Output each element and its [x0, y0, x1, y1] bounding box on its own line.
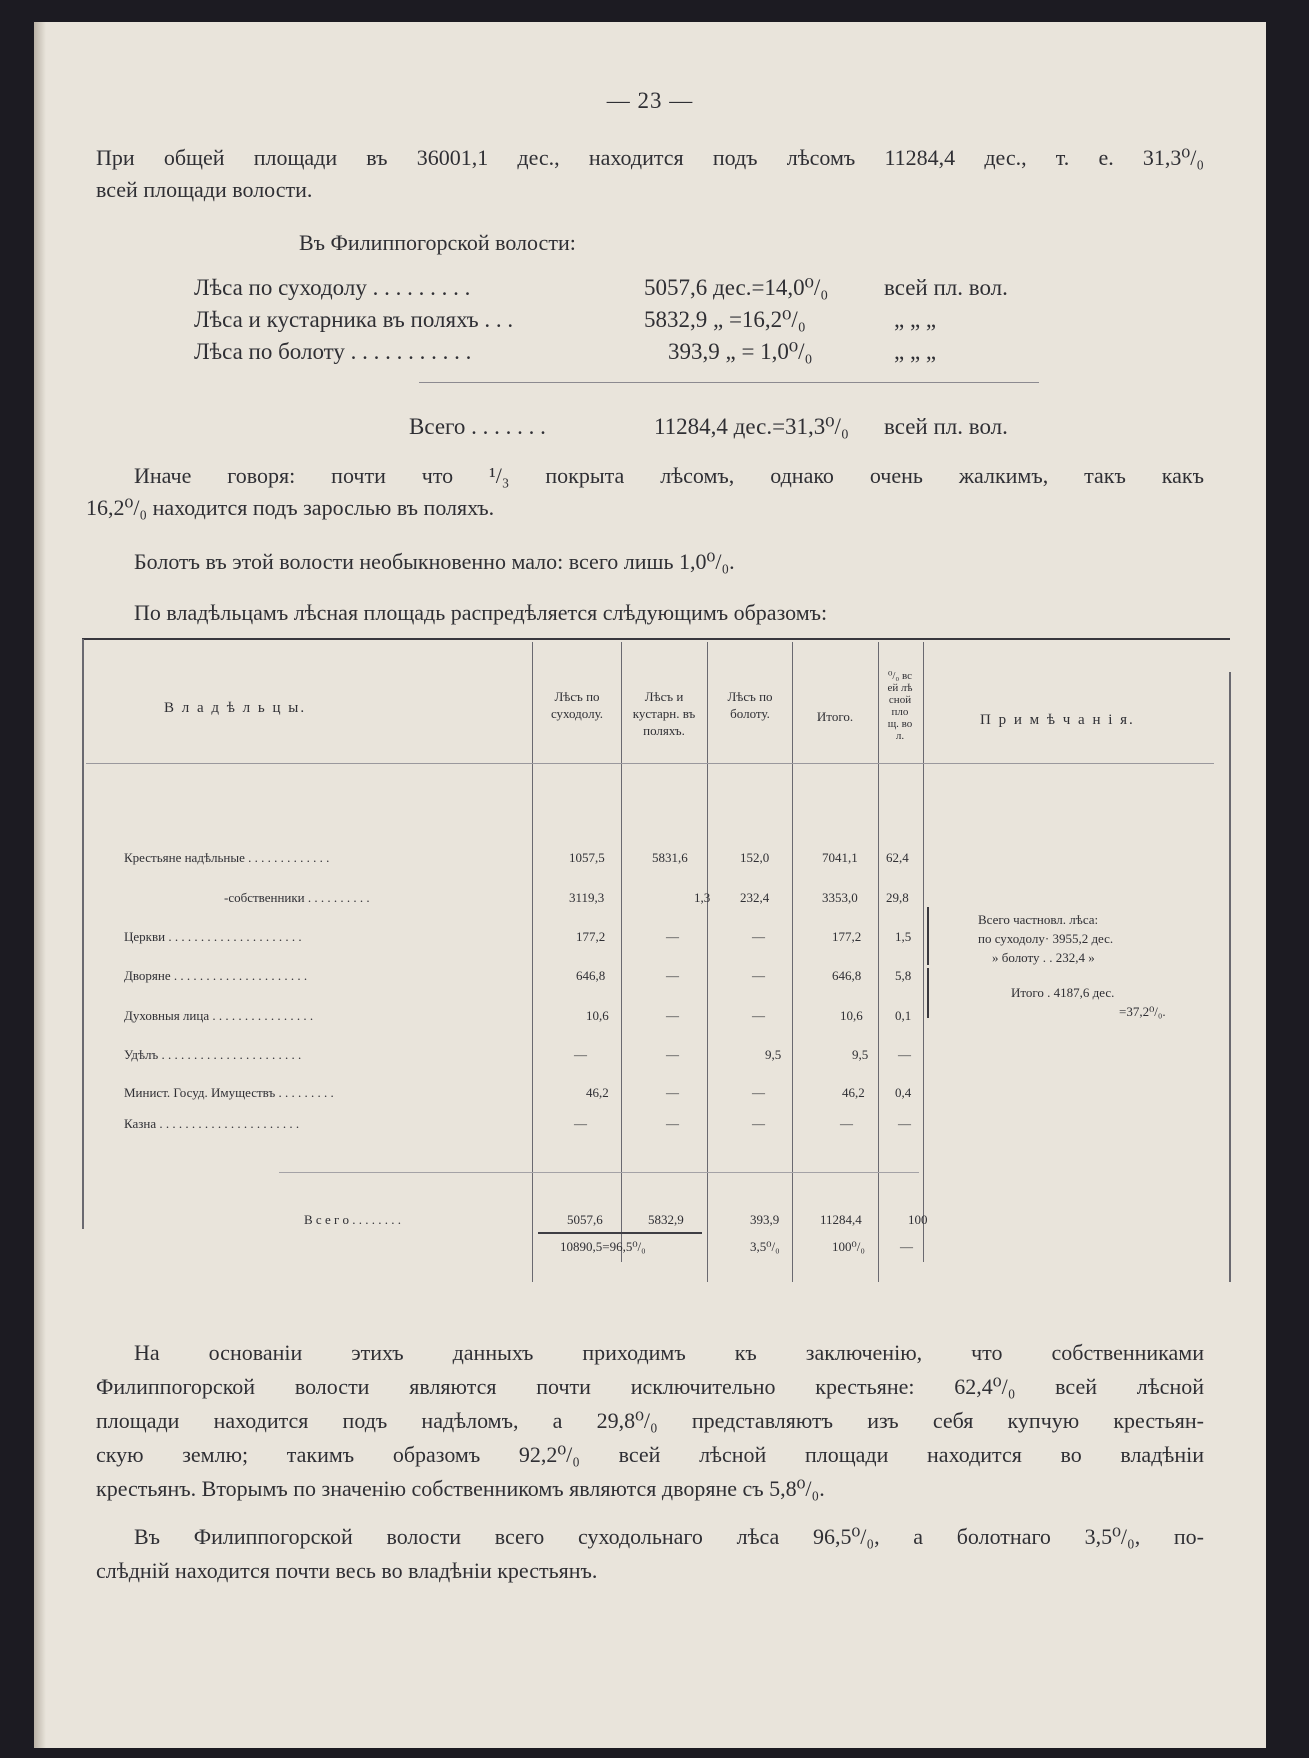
para-owners: По владѣльцамъ лѣсная площадь распредѣляется слѣдующимъ образомъ: — [134, 600, 828, 625]
total-fields: 5832,9 — [648, 1212, 684, 1227]
cell-dry: — — [574, 1047, 587, 1062]
cell-pct: 29,8 — [886, 890, 909, 905]
cell-fields: — — [666, 1116, 679, 1131]
th-swamp: Лѣсъ по болоту. — [727, 689, 773, 721]
total-pct: 100 — [908, 1212, 928, 1227]
intro-line-2: всей площади волости. — [96, 177, 313, 202]
cell-swamp: 232,4 — [740, 890, 770, 905]
row-name: Крестьяне надѣльные . . . . . . . . . . . . . — [124, 850, 330, 865]
table-right-border — [1229, 672, 1231, 1282]
cell-total: 7041,1 — [822, 850, 858, 865]
forest-row-label: Лѣса по болоту . . . . . . . . . . . — [194, 339, 472, 364]
cell-fields: — — [666, 1047, 679, 1062]
cell-pct: 1,5 — [895, 929, 912, 944]
volost-heading: Въ Филиппогорской волости: — [299, 230, 576, 255]
cell-pct: — — [898, 1116, 911, 1131]
row-name: Духовныя лица . . . . . . . . . . . . . . . . — [124, 1008, 314, 1023]
cell-swamp: 152,0 — [740, 850, 770, 865]
cell-swamp: — — [752, 1116, 765, 1131]
total-sum: 11284,4 — [820, 1212, 862, 1227]
cell-pct: — — [898, 1047, 911, 1062]
total-rule — [419, 382, 1039, 383]
page-number: — 23 — — [606, 88, 694, 113]
note-line: » болоту . . 232,4 » — [992, 950, 1095, 965]
cell-total: 10,6 — [840, 1008, 863, 1023]
col-rule — [532, 642, 533, 1282]
total-name: В с е г о . . . . . . . . — [304, 1212, 402, 1227]
combined-rule — [538, 1232, 702, 1234]
table-left-border — [82, 639, 84, 1229]
cell-swamp: 9,5 — [765, 1047, 782, 1062]
total-swamp: 393,9 — [750, 1212, 780, 1227]
forest-row-note: „ „ „ — [894, 339, 937, 364]
cell-dry: 646,8 — [576, 968, 606, 983]
forest-row-value: 393,9 „ = 1,0⁰/₀ — [668, 339, 813, 364]
final-line-2: слѣдній находится почти весь во владѣніи крестьянъ. — [96, 1558, 598, 1583]
th-pct: ⁰/₀ всей лѣсной площ. вол. — [887, 670, 913, 742]
note-bracket — [927, 907, 929, 965]
cell-dry: 177,2 — [576, 929, 606, 944]
forest-row-label: Лѣса и кустарника въ поляхъ . . . — [194, 307, 514, 332]
forest-row-note: „ „ „ — [894, 307, 937, 332]
note-line: =37,2⁰/₀. — [1119, 1004, 1166, 1019]
note-line: Итого . 4187,6 дес. — [1011, 985, 1115, 1000]
conclusion-line-3: площади находится подъ надѣломъ, а 29,8⁰/₀ представляютъ изъ себя купчую крестьян- — [96, 1408, 1204, 1433]
row-name: Церкви . . . . . . . . . . . . . . . . . . . . . — [124, 929, 302, 944]
cell-fields: — — [666, 1085, 679, 1100]
conclusion-line-2: Филиппогорской волости являются почти исключительно крестьяне: 62,4⁰/₀ всей лѣсной — [96, 1374, 1204, 1399]
page-spine-shadow — [34, 22, 46, 1748]
para-swamps: Болотъ въ этой волости необыкновенно мало: всего лишь 1,0⁰/₀. — [134, 549, 735, 574]
row-name: Казна . . . . . . . . . . . . . . . . . . . . . . — [124, 1116, 300, 1131]
total-sum-pct: 100⁰/₀ — [832, 1239, 865, 1254]
cell-swamp: — — [752, 1008, 765, 1023]
th-notes: П р и м ѣ ч а н і я. — [980, 712, 1135, 728]
cell-pct: 5,8 — [895, 968, 912, 983]
total-swamp-pct: 3,5⁰/₀ — [750, 1239, 780, 1254]
cell-fields: 1,3 — [694, 890, 711, 905]
final-line-1: Въ Филиппогорской волости всего суходольнаго лѣса 96,5⁰/₀, а болотнаго 3,5⁰/₀, по- — [134, 1524, 1204, 1549]
total-dry: 5057,6 — [567, 1212, 603, 1227]
intro-line-1: При общей площади въ 36001,1 дес., находится подъ лѣсомъ 11284,4 дес., т. е. 31,3⁰/₀ — [96, 145, 1204, 170]
cell-total: 177,2 — [832, 929, 862, 944]
forest-total-value: 11284,4 дес.=31,3⁰/₀ — [654, 414, 849, 439]
cell-dry: 46,2 — [586, 1085, 609, 1100]
para-otherwise-line-1: Иначе говоря: почти что ¹/₃ покрыта лѣсомъ, однако очень жалкимъ, такъ какъ — [134, 463, 1204, 488]
cell-pct: 62,4 — [886, 850, 909, 865]
row-name: Удѣлъ . . . . . . . . . . . . . . . . . . . . . . — [124, 1047, 302, 1062]
forest-row-note: всей пл. вол. — [884, 275, 1008, 300]
cell-total: 646,8 — [832, 968, 862, 983]
th-total: Итого. — [816, 709, 854, 724]
header-rule — [86, 763, 1214, 764]
col-rule — [878, 642, 879, 1282]
col-rule — [792, 642, 793, 1282]
cell-total: — — [840, 1116, 853, 1131]
note-bracket — [927, 968, 929, 1018]
cell-swamp: — — [752, 929, 765, 944]
cell-dry: 1057,5 — [569, 850, 605, 865]
cell-fields: 5831,6 — [652, 850, 688, 865]
row-name: Минист. Госуд. Имуществъ . . . . . . . . . — [124, 1085, 334, 1100]
cell-pct: 0,4 — [895, 1085, 912, 1100]
cell-fields: — — [666, 968, 679, 983]
forest-row-value: 5832,9 „ =16,2⁰/₀ — [644, 307, 806, 332]
note-line: по суходолу· 3955,2 дес. — [978, 931, 1114, 946]
cell-fields: — — [666, 929, 679, 944]
conclusion-line-1: На основаніи этихъ данныхъ приходимъ къ заключенію, что собственниками — [134, 1340, 1204, 1365]
col-rule — [923, 642, 924, 1262]
cell-pct: 0,1 — [895, 1008, 912, 1023]
forest-row-label: Лѣса по суходолу . . . . . . . . . — [194, 275, 471, 300]
cell-swamp: — — [752, 968, 765, 983]
forest-row-value: 5057,6 дес.=14,0⁰/₀ — [644, 275, 829, 300]
col-rule — [707, 642, 708, 1282]
th-fields: Лѣсъ и кустарн. въ поляхъ. — [632, 689, 696, 738]
total-separator — [279, 1172, 919, 1173]
cell-total: 9,5 — [852, 1047, 869, 1062]
col-rule — [621, 642, 622, 1262]
th-dry: Лѣсъ по суходолу. — [550, 689, 604, 721]
cell-dry: — — [574, 1116, 587, 1131]
cell-dry: 3119,3 — [569, 890, 605, 905]
cell-dry: 10,6 — [586, 1008, 609, 1023]
cell-fields: — — [666, 1008, 679, 1023]
table-top-rule — [82, 638, 1230, 640]
cell-total: 46,2 — [842, 1085, 865, 1100]
cell-total: 3353,0 — [822, 890, 858, 905]
cell-swamp: — — [752, 1085, 765, 1100]
conclusion-line-4: скую землю; такимъ образомъ 92,2⁰/₀ всей лѣсной площади находится во владѣніи — [96, 1442, 1204, 1467]
para-otherwise-line-2: 16,2⁰/₀ находится подъ зарослью въ поляхъ. — [86, 495, 495, 520]
th-owners: В л а д ѣ л ь ц ы. — [164, 700, 307, 716]
total-pct-dash: — — [900, 1239, 913, 1254]
row-name: -собственники . . . . . . . . . . — [224, 890, 370, 905]
conclusion-line-5: крестьянъ. Вторымъ по значенію собственникомъ являются дворяне съ 5,8⁰/₀. — [96, 1476, 825, 1501]
document-page — [34, 22, 1266, 1748]
total-combined: 10890,5=96,5⁰/₀ — [560, 1239, 646, 1254]
forest-total-label: Всего . . . . . . . — [409, 414, 546, 439]
forest-total-note: всей пл. вол. — [884, 414, 1008, 439]
row-name: Дворяне . . . . . . . . . . . . . . . . . . . . . — [124, 968, 308, 983]
note-line: Всего частновл. лѣса: — [978, 912, 1099, 927]
